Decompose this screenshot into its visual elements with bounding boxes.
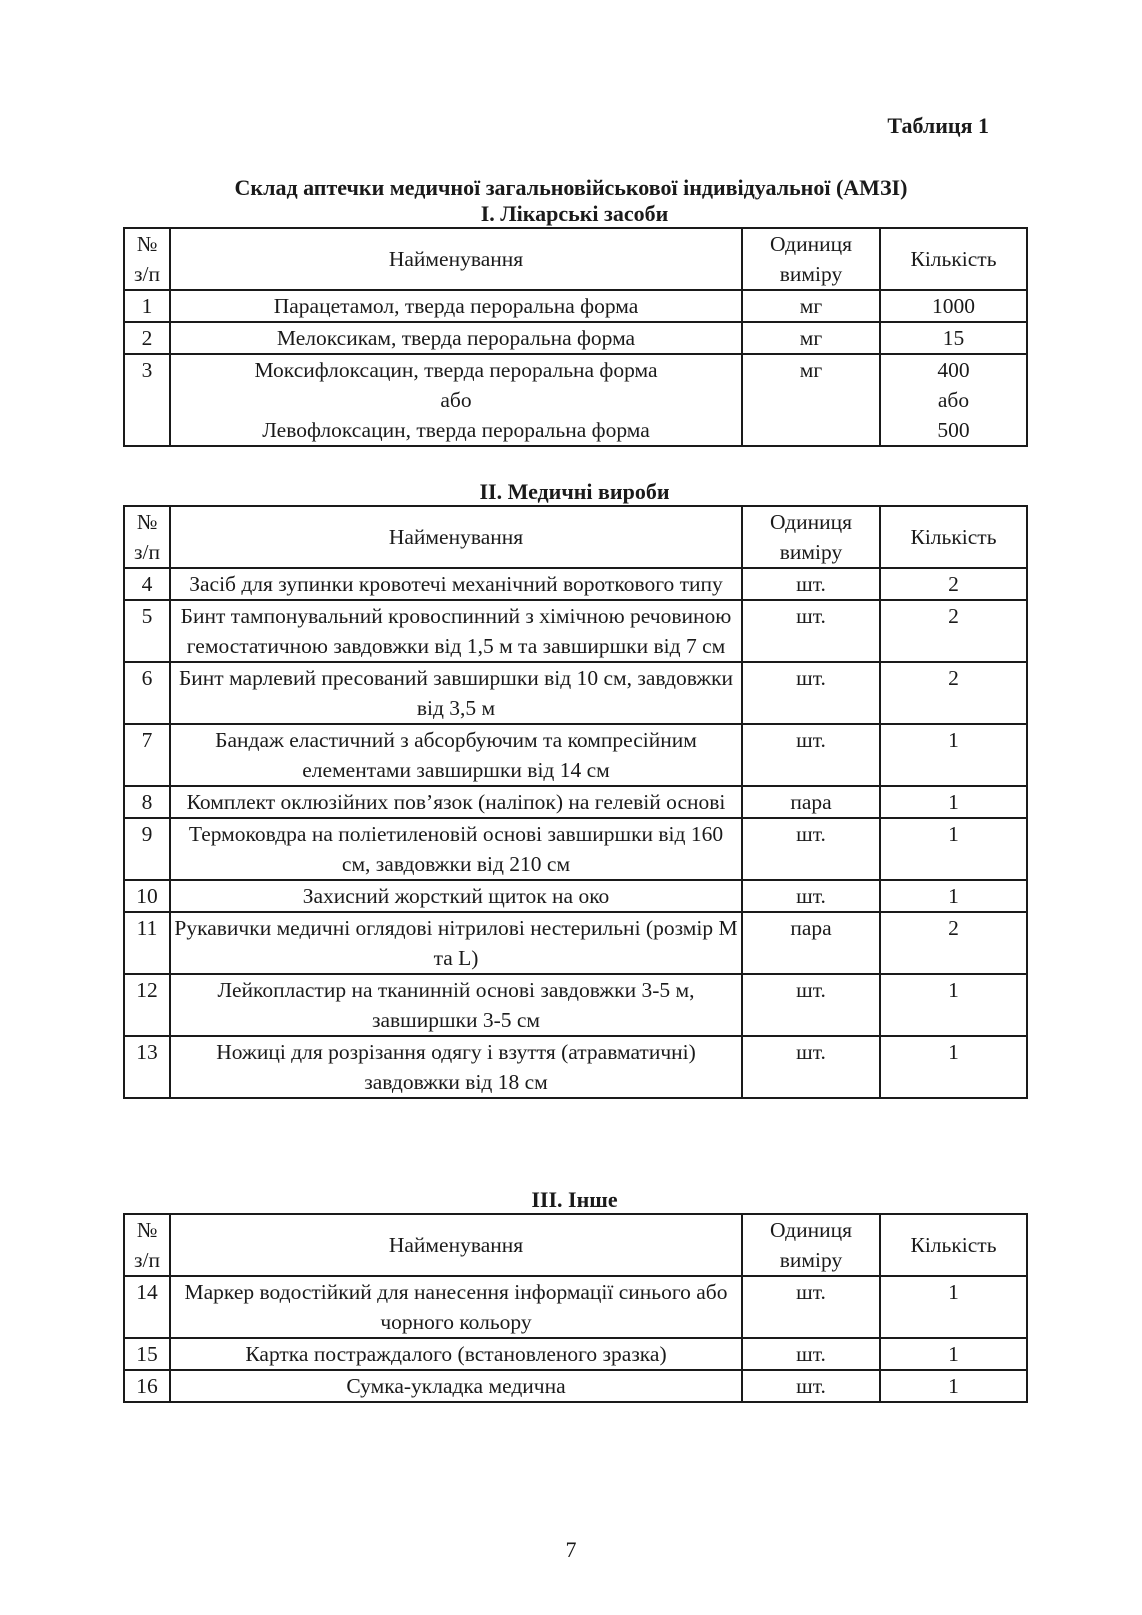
cell-name: Лейкопластир на тканинній основі завдовжки 3-5 м, завширшки 3-5 см xyxy=(170,974,742,1036)
cell-name: Термоковдра на поліетиленовій основі завширшки від 160 см, завдовжки від 210 см xyxy=(170,818,742,880)
cell-num: 12 xyxy=(124,974,170,1036)
cell-qty: 1000 xyxy=(880,290,1027,322)
cell-qty: 1 xyxy=(880,1370,1027,1402)
cell-num: 9 xyxy=(124,818,170,880)
header-qty: Кількість xyxy=(880,1214,1027,1276)
cell-num: 1 xyxy=(124,290,170,322)
cell-num: 6 xyxy=(124,662,170,724)
cell-unit: мг xyxy=(742,290,880,322)
cell-name: Рукавички медичні оглядові нітрилові нестерильні (розмір M та L) xyxy=(170,912,742,974)
cell-unit: шт. xyxy=(742,1338,880,1370)
table-row xyxy=(124,354,1027,446)
cell-qty: 1 xyxy=(880,724,1027,786)
cell-num: 3 xyxy=(124,354,170,446)
cell-unit: мг xyxy=(742,354,880,446)
header-unit: Одиниця виміру xyxy=(742,506,880,568)
cell-num: 8 xyxy=(124,786,170,818)
cell-num: 16 xyxy=(124,1370,170,1402)
header-name: Найменування xyxy=(170,1214,742,1276)
cell-name: Картка постраждалого (встановленого зразка) xyxy=(170,1338,742,1370)
cell-unit: шт. xyxy=(742,600,880,662)
cell-qty: 2 xyxy=(880,662,1027,724)
header-qty: Кількість xyxy=(880,228,1027,290)
table-row xyxy=(124,818,1027,880)
section-title-medicines: І. Лікарські засоби xyxy=(480,201,669,226)
cell-qty: 400 або 500 xyxy=(880,354,1027,446)
medical-products-table xyxy=(123,505,1028,1099)
cell-qty: 1 xyxy=(880,1276,1027,1338)
cell-unit: шт. xyxy=(742,880,880,912)
header-qty: Кількість xyxy=(880,506,1027,568)
section-title-medical-products: ІІ. Медичні вироби xyxy=(479,479,670,504)
cell-name: Засіб для зупинки кровотечі механічний вороткового типу xyxy=(170,568,742,600)
table-header-row xyxy=(124,1214,1027,1276)
header-num: № з/п xyxy=(124,1214,170,1276)
table-row xyxy=(124,912,1027,974)
cell-num: 11 xyxy=(124,912,170,974)
table-row xyxy=(124,322,1027,354)
cell-name: Моксифлоксацин, тверда пероральна форма або Левофлоксацин, тверда пероральна форма xyxy=(170,354,742,446)
cell-name: Сумка-укладка медична xyxy=(170,1370,742,1402)
document-title: Склад аптечки медичної загальновійськової індивідуальної (АМЗІ) xyxy=(234,175,908,200)
cell-unit: пара xyxy=(742,786,880,818)
cell-unit: шт. xyxy=(742,1276,880,1338)
cell-name: Парацетамол, тверда пероральна форма xyxy=(170,290,742,322)
other-items-table xyxy=(123,1213,1028,1403)
cell-unit: шт. xyxy=(742,724,880,786)
cell-qty: 1 xyxy=(880,880,1027,912)
header-num: № з/п xyxy=(124,506,170,568)
cell-num: 14 xyxy=(124,1276,170,1338)
table-label: Таблиця 1 xyxy=(887,113,989,138)
cell-qty: 1 xyxy=(880,1036,1027,1098)
table-row xyxy=(124,1276,1027,1338)
table-row xyxy=(124,974,1027,1036)
table-row xyxy=(124,1338,1027,1370)
table-row xyxy=(124,662,1027,724)
cell-unit: шт. xyxy=(742,974,880,1036)
cell-qty: 1 xyxy=(880,818,1027,880)
section-title-other: ІІІ. Інше xyxy=(531,1187,618,1212)
header-unit: Одиниця виміру xyxy=(742,228,880,290)
cell-num: 4 xyxy=(124,568,170,600)
cell-qty: 2 xyxy=(880,600,1027,662)
cell-name: Бандаж еластичний з абсорбуючим та компресійним елементами завширшки від 14 см xyxy=(170,724,742,786)
table-row xyxy=(124,1036,1027,1098)
cell-name: Бинт тампонувальний кровоспинний з хімічною речовиною гемостатичною завдовжки від 1,5 м та завширшки від 7 см xyxy=(170,600,742,662)
cell-unit: пара xyxy=(742,912,880,974)
cell-num: 10 xyxy=(124,880,170,912)
table-header-row xyxy=(124,506,1027,568)
cell-name: Мелоксикам, тверда пероральна форма xyxy=(170,322,742,354)
table-row xyxy=(124,880,1027,912)
header-unit: Одиниця виміру xyxy=(742,1214,880,1276)
cell-num: 15 xyxy=(124,1338,170,1370)
cell-unit: шт. xyxy=(742,1036,880,1098)
table-row xyxy=(124,724,1027,786)
cell-name: Ножиці для розрізання одягу і взуття (атравматичні) завдовжки від 18 см xyxy=(170,1036,742,1098)
cell-qty: 2 xyxy=(880,568,1027,600)
table-row xyxy=(124,290,1027,322)
cell-num: 7 xyxy=(124,724,170,786)
cell-num: 13 xyxy=(124,1036,170,1098)
cell-qty: 1 xyxy=(880,1338,1027,1370)
header-num: № з/п xyxy=(124,228,170,290)
table-row xyxy=(124,786,1027,818)
page-number: 7 xyxy=(565,1537,577,1562)
cell-name: Бинт марлевий пресований завширшки від 10 см, завдовжки від 3,5 м xyxy=(170,662,742,724)
table-row xyxy=(124,568,1027,600)
medicines-table xyxy=(123,227,1028,447)
cell-qty: 15 xyxy=(880,322,1027,354)
cell-num: 2 xyxy=(124,322,170,354)
cell-name: Комплект оклюзійних пов’язок (наліпок) на гелевій основі xyxy=(170,786,742,818)
cell-unit: мг xyxy=(742,322,880,354)
table-header-row xyxy=(124,228,1027,290)
cell-unit: шт. xyxy=(742,1370,880,1402)
cell-qty: 2 xyxy=(880,912,1027,974)
cell-unit: шт. xyxy=(742,568,880,600)
table-row xyxy=(124,600,1027,662)
cell-name: Маркер водостійкий для нанесення інформації синього або чорного кольору xyxy=(170,1276,742,1338)
table-row xyxy=(124,1370,1027,1402)
cell-unit: шт. xyxy=(742,662,880,724)
cell-name: Захисний жорсткий щиток на око xyxy=(170,880,742,912)
cell-qty: 1 xyxy=(880,974,1027,1036)
cell-num: 5 xyxy=(124,600,170,662)
cell-unit: шт. xyxy=(742,818,880,880)
header-name: Найменування xyxy=(170,228,742,290)
header-name: Найменування xyxy=(170,506,742,568)
cell-qty: 1 xyxy=(880,786,1027,818)
